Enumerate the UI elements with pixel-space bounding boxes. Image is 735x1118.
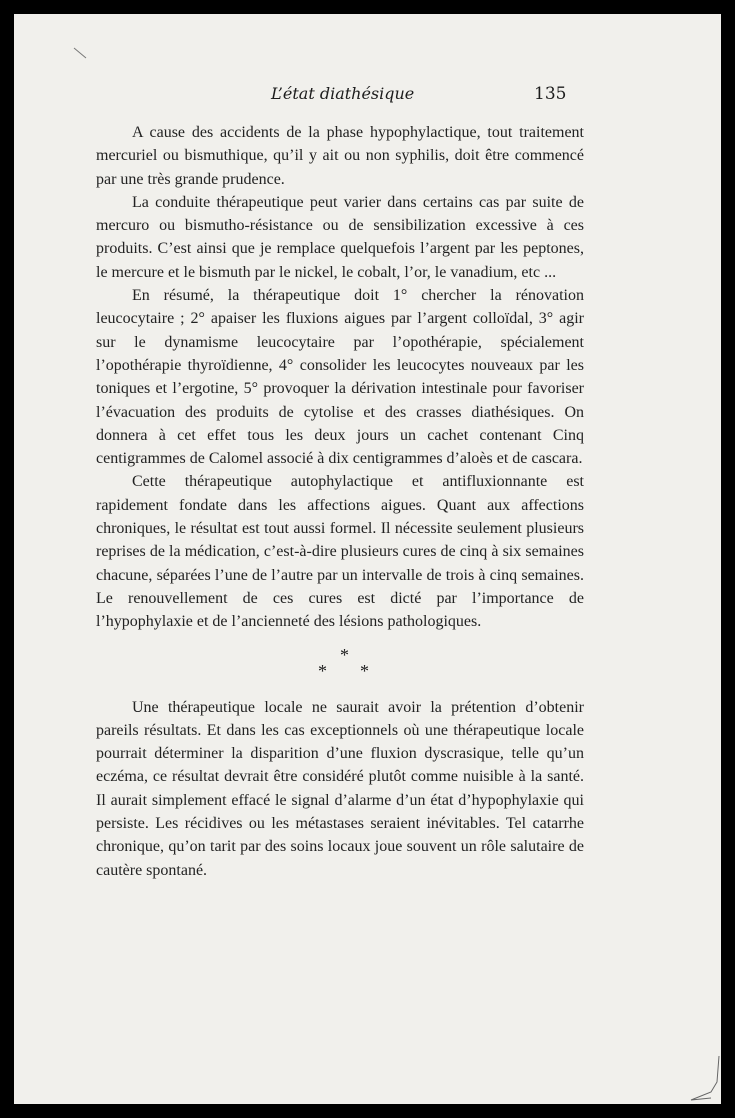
page-number: 135 (534, 84, 567, 104)
paragraph: Cette thérapeutique autophylactique et antifluxionnante est rapidement fondate dans les affections aigues. Quant aux affections chroniques, le résultat est tout aussi formel. Il nécessite seulement plusieurs reprises de la médication, c’est-à-dire plusieurs cures de cinq à six semaines chacune, séparées l’une de l’autre par un intervalle de trois à cinq semaines. Le renouvellement de ces cures est dicté par l’importance de l’hypophylaxie et de l’ancienneté des lésions pathologiques. (96, 473, 584, 631)
asterism-star: * (340, 644, 349, 665)
section-asterism (96, 634, 584, 696)
pencil-mark (72, 46, 112, 86)
page-header (14, 84, 721, 114)
paragraph: Une thérapeutique locale ne saurait avoir la prétention d’obtenir pareils résultats. Et dans les cas exceptionnels où une thérapeutique locale pourrait déterminer la disparition d’une fluxion dyscrasique, telle qu’un eczéma, ce résultat devrait être considéré plutôt comme nuisible à la santé. Il aurait simplement effacé le signal d’alarme d’un état d’hypophylaxie qui persiste. Les récidives ou les métastases seraient inévitables. Tel catarrhe chronique, qu’on tarit par des soins locaux joue souvent un rôle salutaire de cautère spontané. (96, 698, 584, 879)
page-fold-corner (681, 1054, 721, 1104)
running-title: L’état diathésique (271, 84, 415, 103)
paragraph: A cause des accidents de la phase hypophylactique, tout traitement mercuriel ou bismuthique, qu’il y ait ou non syphilis, doit être commencé par une très grande prudence. (96, 124, 584, 188)
book-page (14, 14, 721, 1104)
body-text (96, 121, 584, 882)
asterism-star: * (360, 660, 369, 681)
paragraph: En résumé, la thérapeutique doit 1° chercher la rénovation leucocytaire ; 2° apaiser les fluxions aigues par l’argent colloïdal, 3° agir sur le dynamisme leucocytaire par l’opothérapie, spécialement l’opothérapie thyroïdienne, 4° consolider les leucocytes nouveaux par les toniques et l’ergotine, 5° provoquer la dérivation intestinale pour favoriser l’évacuation des produits de cytolise et des crasses diathésiques. On donnera à cet effet tous les deux jours un cachet contenant Cinq centigrammes de Calomel associé à dix centigrammes d’aloès et de cascara. (96, 287, 584, 468)
paragraph: La conduite thérapeutique peut varier dans certains cas par suite de mercuro ou bismutho-résistance ou de sensibilization excessive à ces produits. C’est ainsi que je remplace quelquefois l’argent par les peptones, le mercure et le bismuth par le nickel, le cobalt, l’or, le vanadium, etc ... (96, 193, 584, 281)
asterism-star: * (318, 660, 327, 681)
